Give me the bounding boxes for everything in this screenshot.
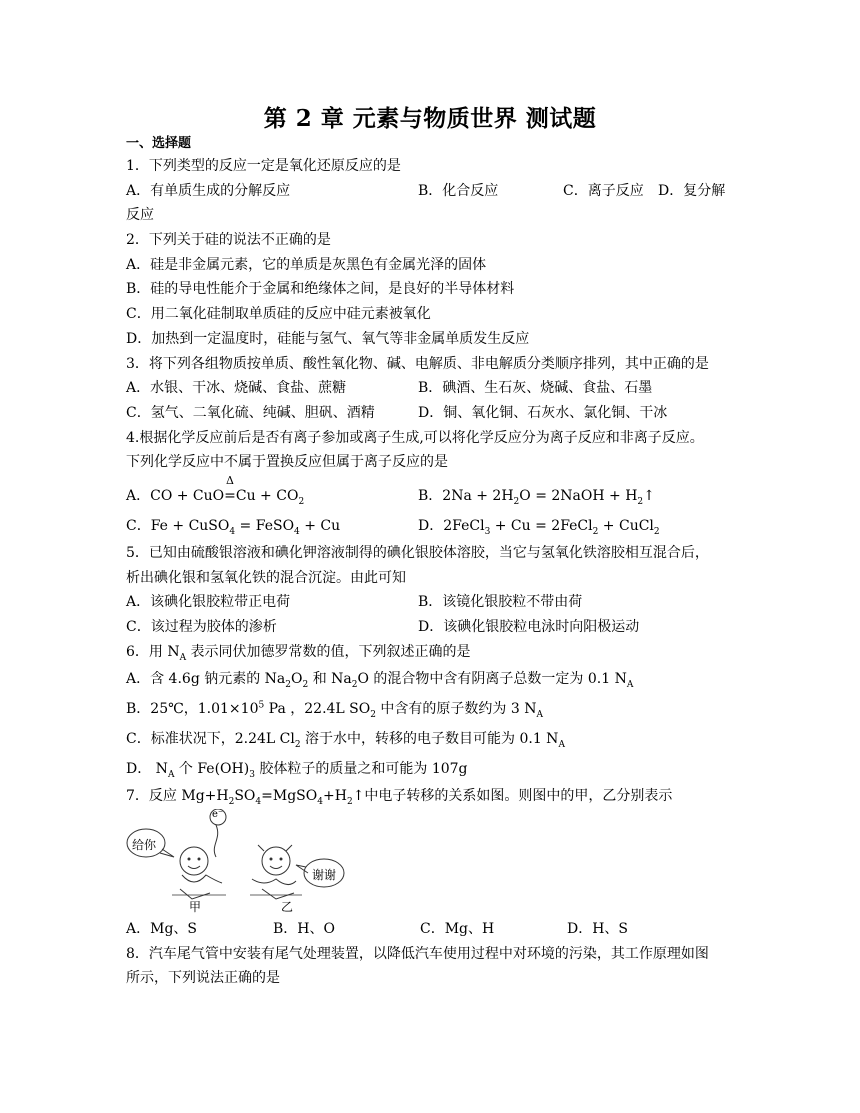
- q5-option-d: D．该碘化银胶粒电泳时向阳极运动: [418, 619, 640, 635]
- q4-stem-1: 4.根据化学反应前后是否有离子参加或离子生成,可以将化学反应分为离子反应和非离子反应。: [126, 429, 704, 446]
- q5-option-c: C．该过程为胶体的渗析: [126, 619, 277, 635]
- q1-stem: 1．下列类型的反应一定是氧化还原反应的是: [126, 158, 401, 174]
- q3-option-a: A．水银、干冰、烧碱、食盐、蔗糖: [126, 380, 347, 397]
- yi-label: 乙: [281, 900, 294, 915]
- q4-option-a: A．CO + CuO Δ $=Cu + CO_2$: [126, 481, 418, 511]
- q7-option-b: B．H、O: [273, 921, 335, 938]
- jia-label: 甲: [189, 900, 202, 915]
- q2-option-a: A．硅是非金属元素，它的单质是灰黑色有金属光泽的固体: [126, 256, 487, 273]
- electron-label: e⁻: [212, 809, 224, 821]
- q4-options-cd: [126, 511, 736, 541]
- give-bubble-text: 给你: [132, 838, 157, 853]
- q5-option-a: A．该碘化银胶粒带正电荷: [126, 594, 291, 611]
- q5-stem-2: 析出碘化银和氢氧化铁的混合沉淀。由此可知: [126, 569, 406, 586]
- thanks-bubble-text: 谢谢: [312, 868, 337, 883]
- jia-body: [182, 875, 222, 883]
- q3-option-d: D．铜、氧化铜、石灰水、氯化铜、干冰: [418, 404, 668, 421]
- q6-option-b: B．25℃，$1.01\times 10^5$ Pa ，22.4L $SO_2$ 中含有的原子数约为 3 $N_A$: [126, 700, 543, 721]
- q3-option-c: C．氢气、二氧化硫、纯碱、胆矾、酒精: [126, 404, 375, 421]
- section-heading: 一、选择题: [126, 136, 192, 151]
- q6-option-a: A．含 4.6g 钠元素的 $Na_2O_2$ 和 $Na_2O$ 的混合物中含有阴离子总数一定为 0.1 $N_A$: [126, 671, 634, 691]
- yi-arms: [252, 879, 296, 885]
- yi-hair: [258, 845, 292, 851]
- q7-stem: 7．反应 $Mg+H_2SO_4=MgSO_4+H_2↑$中电子转移的关系如图。则图中的甲，乙分别表示: [126, 788, 673, 808]
- yi-eye-left: [270, 858, 273, 861]
- q2-option-d: D．加热到一定温度时，硅能与氢气、氧气等非金属单质发生反应: [126, 330, 530, 347]
- q3-option-b: B．碘酒、生石灰、烧碱、食盐、石墨: [418, 380, 653, 397]
- yi-head: [262, 847, 290, 875]
- q5-option-b: B．该镜化银胶粒不带由荷: [418, 594, 583, 611]
- q3-options-ab: [126, 376, 736, 401]
- q1-option-d: D．复分解: [658, 182, 726, 199]
- q3-stem: 3．将下列各组物质按单质、酸性氧化物、碱、电解质、非电解质分类顺序排列，其中正确的是: [126, 355, 709, 372]
- q1-option-a: A．有单质生成的分解反应: [126, 182, 291, 199]
- yi-mouth: [270, 866, 282, 869]
- jia-eye-left: [188, 858, 191, 861]
- q7-option-c: C．Mg、H: [420, 921, 495, 938]
- q4-option-b: B．$2Na + 2H_2O$ = 2NaOH + $H_2↑$: [418, 487, 655, 507]
- electron-transfer-illustration: [126, 809, 346, 917]
- q6-option-c: C．标准状况下，2.24L $Cl_2$ 溶于水中，转移的电子数目可能为 0.1 $N_A$: [126, 731, 565, 751]
- q8-stem-1: 8．汽车尾气管中安装有尾气处理装置，以降低汽车使用过程中对环境的污染，其工作原理如图: [126, 945, 709, 962]
- q1-options: [126, 179, 736, 204]
- q1-option-d-continued: 反应: [126, 207, 154, 224]
- q5-stem-1: 5．已知由硫酸银溶液和碘化钾溶液制得的碘化银胶体溶胶，当它与氢氧化铁溶胶相互混合后，: [126, 544, 709, 561]
- electron-transfer-figure: [126, 809, 736, 917]
- q4-option-d: D．2FeCl$_3$ + Cu = 2FeCl$_2$ + CuCl$_2$: [418, 517, 660, 537]
- q6-option-d: D． $N_A$ 个 $Fe(OH)_3$ 胶体粒子的质量之和可能为 107g: [126, 761, 468, 781]
- q4-options-ab: [126, 473, 736, 511]
- q8-stem-2: 所示，下列说法正确的是: [126, 970, 280, 987]
- q7-options: [126, 917, 736, 942]
- heating-equals-sign: Δ =: [224, 481, 236, 511]
- jia-head: [180, 847, 208, 875]
- q7-option-d: D．H、S: [567, 921, 629, 938]
- q7-option-a: A．Mg、S: [126, 921, 197, 938]
- q1-option-b: B．化合反应: [418, 182, 499, 199]
- q5-options-cd: [126, 615, 736, 640]
- q1-option-c: C．离子反应: [563, 182, 644, 199]
- q4-stem-2: 下列化学反应中不属于置换反应但属于离子反应的是: [126, 454, 448, 471]
- q2-option-c: C．用二氧化硅制取单质硅的反应中硅元素被氧化: [126, 306, 431, 323]
- question-list: [126, 134, 736, 991]
- page-title: 第 2 章 元素与物质世界 测试题: [263, 105, 597, 132]
- q2-stem: 2．下列关于硅的说法不正确的是: [126, 232, 331, 249]
- jia-mouth: [188, 866, 200, 869]
- q4-option-c: C．Fe + CuSO$_4$ = FeSO$_4$ + Cu: [126, 517, 341, 537]
- electron-string: [214, 825, 217, 857]
- q6-stem: 6．用 $N_A$ 表示同伏加德罗常数的值，下列叙述正确的是: [126, 643, 471, 663]
- heat-delta-symbol: Δ: [226, 473, 234, 487]
- q3-options-cd: [126, 401, 736, 426]
- jia-eye-right: [198, 858, 201, 861]
- q5-options-ab: [126, 590, 736, 615]
- q2-option-b: B．硅的导电性能介于金属和绝缘体之间，是良好的半导体材料: [126, 281, 515, 298]
- yi-eye-right: [280, 858, 283, 861]
